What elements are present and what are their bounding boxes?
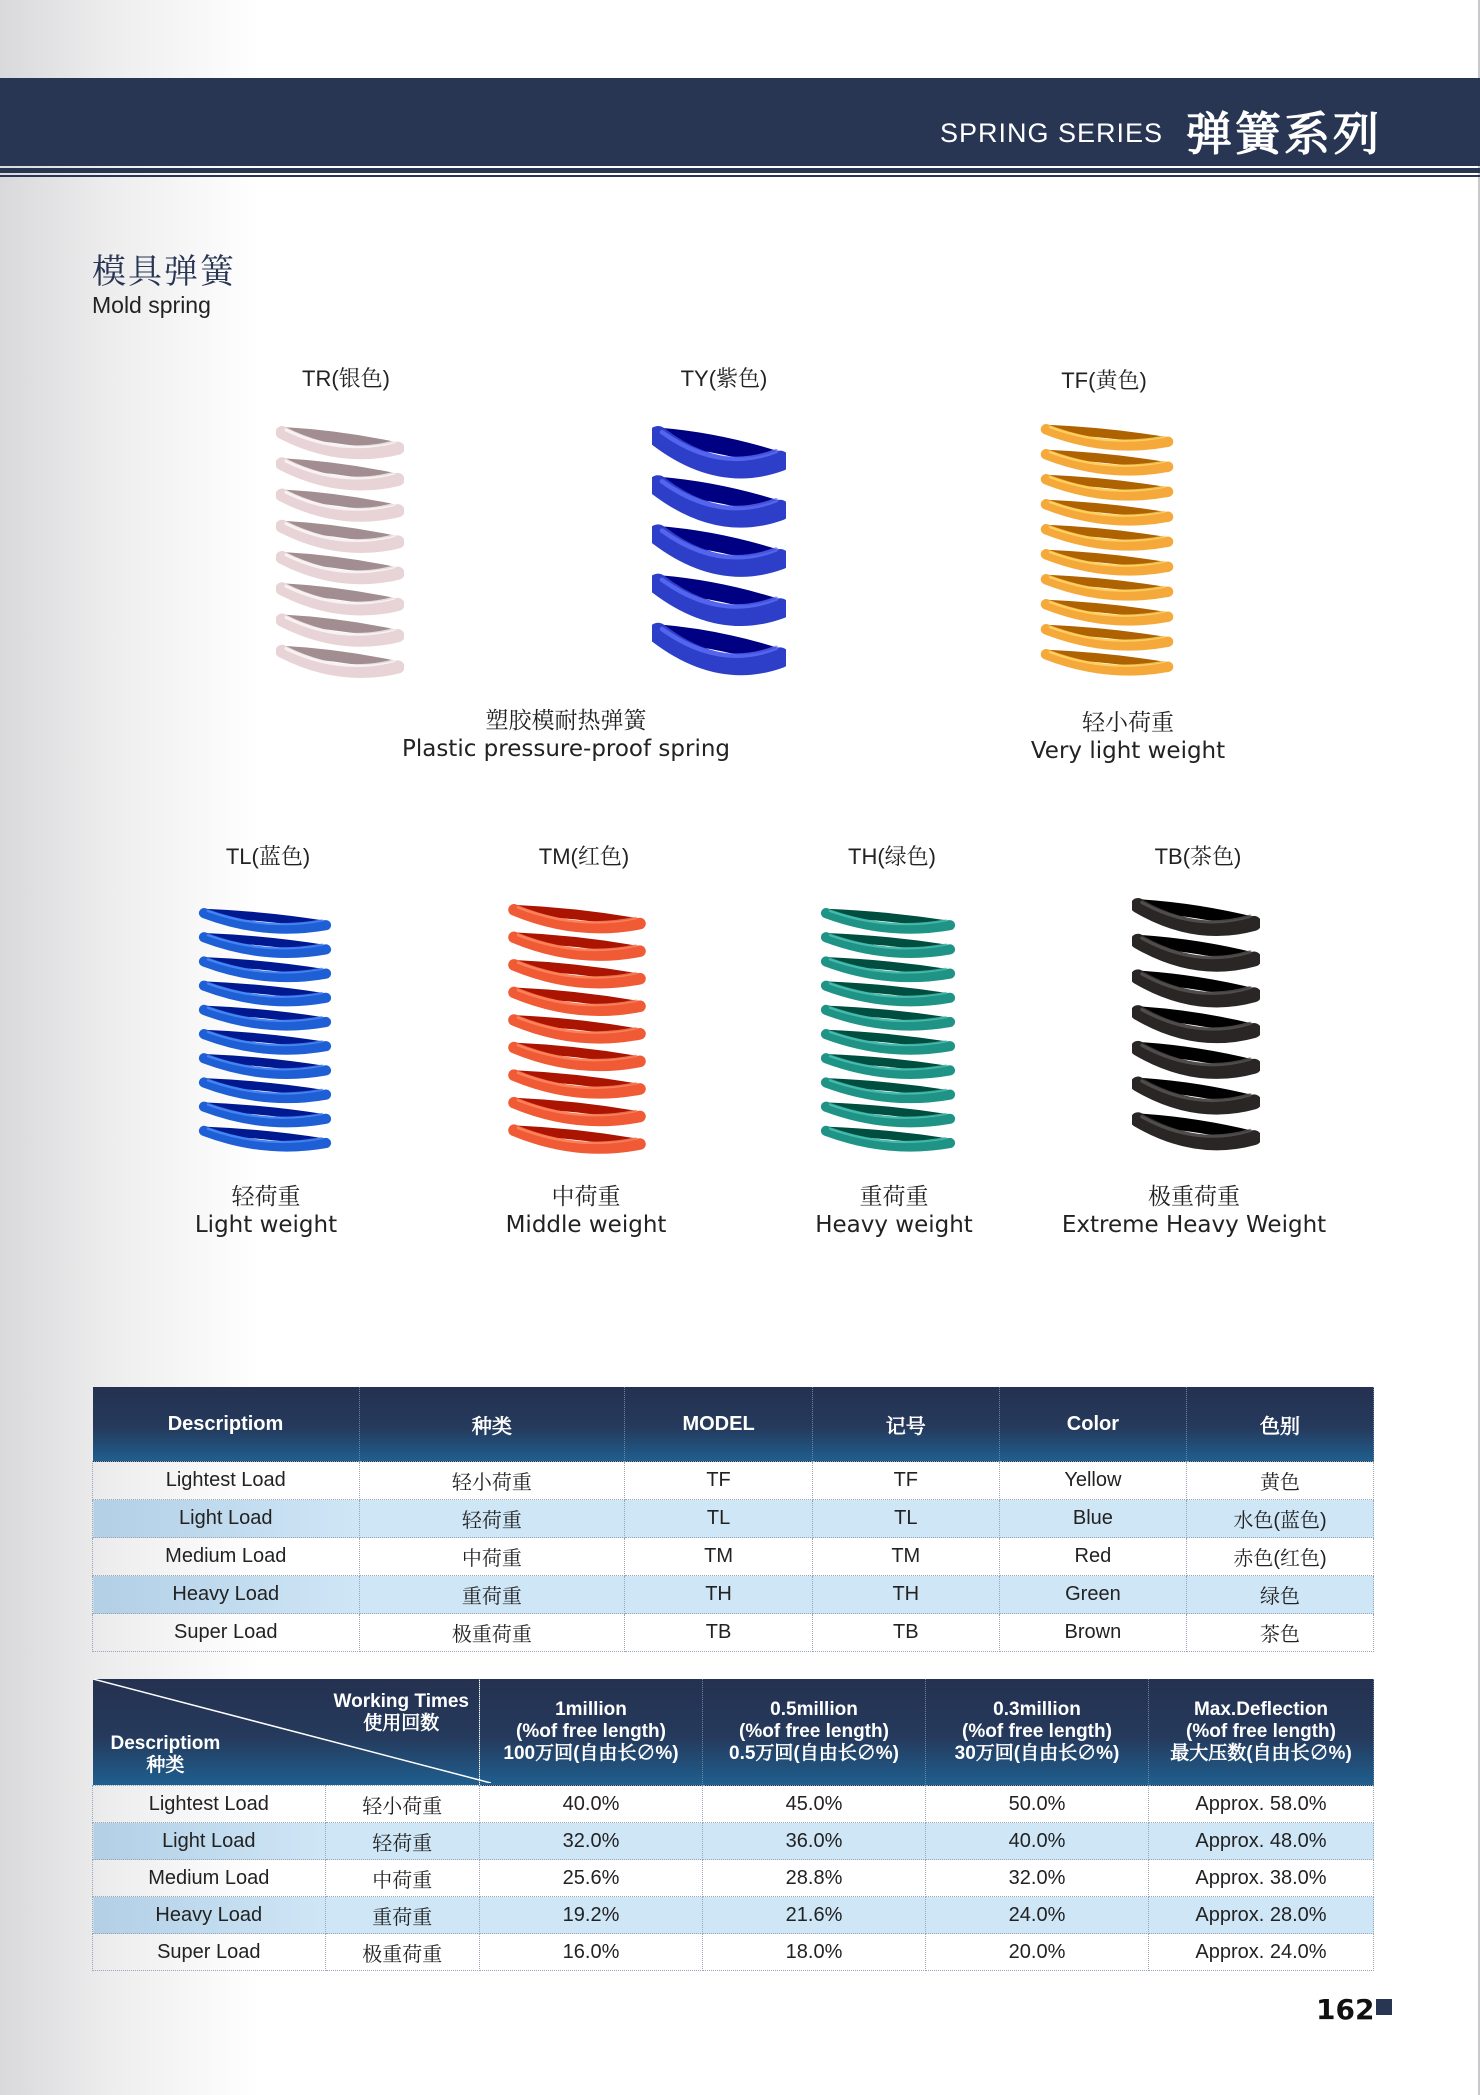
header-line: (%of free length) (739, 1721, 889, 1742)
section-title-cn: 模具弹簧 (92, 252, 236, 292)
caption-extreme-heavy (1062, 1183, 1326, 1239)
table-cell: 黄色 (1187, 1462, 1374, 1500)
header-line: 30万回(自由长∅%) (954, 1743, 1120, 1764)
table-cell: Brown (999, 1614, 1186, 1652)
caption-en: Plastic pressure-proof spring (401, 736, 731, 762)
table-row (93, 1538, 1374, 1576)
table-cell: Approx. 24.0% (1149, 1934, 1374, 1971)
table-cell: 36.0% (703, 1823, 926, 1860)
table-cell: 轻荷重 (359, 1500, 625, 1538)
table-row (93, 1500, 1374, 1538)
caption-middle (506, 1183, 667, 1239)
table-cell: TM (812, 1538, 999, 1576)
table-cell: TH (812, 1576, 999, 1614)
table-cell: 25.6% (480, 1860, 703, 1897)
table-cell: Yellow (999, 1462, 1186, 1500)
diag-header-top (334, 1691, 470, 1735)
table-cell: Approx. 38.0% (1149, 1860, 1374, 1897)
diag-bottom-en: Descriptiom (110, 1733, 221, 1754)
col-header-description: Descriptiom (93, 1387, 360, 1462)
spring-label-tl: TL(蓝色) (225, 844, 311, 869)
header-line: 最大压数(自由长∅%) (1170, 1743, 1352, 1764)
table-cell: 50.0% (926, 1786, 1149, 1823)
table-cell: Approx. 28.0% (1149, 1897, 1374, 1934)
header-line: 0.5万回(自由长∅%) (729, 1743, 899, 1764)
table-cell: 40.0% (926, 1823, 1149, 1860)
spring-label-tm: TM(红色) (538, 844, 630, 869)
table-cell: TF (812, 1462, 999, 1500)
table-cell: Light Load (93, 1823, 326, 1860)
table-body (93, 1786, 1374, 1971)
table-cell: 极重荷重 (325, 1934, 479, 1971)
col-header-color: Color (999, 1387, 1186, 1462)
spring-tl-image (198, 902, 332, 1156)
header-line: 100万回(自由长∅%) (503, 1743, 679, 1764)
col-header-0-5million (703, 1679, 926, 1786)
table-body (93, 1462, 1374, 1652)
table-cell: Approx. 58.0% (1149, 1786, 1374, 1823)
table-cell: 32.0% (926, 1860, 1149, 1897)
table-cell: 极重荷重 (359, 1614, 625, 1652)
caption-cn: 轻小荷重 (1082, 710, 1174, 736)
table-row (93, 1897, 1374, 1934)
caption-en: Middle weight (505, 1212, 667, 1238)
table-cell: Medium Load (93, 1538, 360, 1576)
table-cell: 重荷重 (325, 1897, 479, 1934)
spring-ty-image (652, 420, 786, 678)
table-cell: Lightest Load (93, 1462, 360, 1500)
header-line: (%of free length) (1186, 1721, 1336, 1742)
caption-heavy (815, 1183, 973, 1239)
table-cell: 轻小荷重 (325, 1786, 479, 1823)
table-cell: TL (812, 1500, 999, 1538)
header-line: 0.5million (770, 1699, 858, 1720)
table-cell: 24.0% (926, 1897, 1149, 1934)
col-header-color-cn: 色别 (1187, 1387, 1374, 1462)
col-header-mark-cn: 记号 (812, 1387, 999, 1462)
table-cell: 茶色 (1187, 1614, 1374, 1652)
spring-th-image (820, 902, 956, 1156)
caption-en: Heavy weight (815, 1212, 973, 1238)
caption-cn: 轻荷重 (231, 1184, 301, 1210)
table-cell: 水色(蓝色) (1187, 1500, 1374, 1538)
header-rule (0, 168, 1480, 173)
table-cell: 19.2% (480, 1897, 703, 1934)
caption-plastic-spring (402, 707, 730, 763)
caption-en: Light weight (194, 1212, 338, 1238)
table-cell: 中荷重 (325, 1860, 479, 1897)
section-title-en: Mold spring (92, 292, 211, 318)
table-row (93, 1614, 1374, 1652)
page-number: 162 (1316, 1993, 1375, 2026)
diag-top-cn: 使用回数 (363, 1713, 440, 1734)
table-cell: TL (625, 1500, 813, 1538)
spring-label-tr: TR(银色) (302, 366, 390, 391)
diag-bottom-cn: 种类 (146, 1755, 185, 1776)
diag-top-en: Working Times (333, 1691, 469, 1712)
table-cell: Light Load (93, 1500, 360, 1538)
caption-light (195, 1183, 337, 1239)
header-title-cn: 弹簧系列 (1186, 107, 1382, 161)
spring-label-ty: TY(紫色) (680, 366, 768, 391)
table-row (93, 1823, 1374, 1860)
table-cell: TB (625, 1614, 813, 1652)
table-cell: Medium Load (93, 1860, 326, 1897)
table-cell: 18.0% (703, 1934, 926, 1971)
table-row (93, 1786, 1374, 1823)
col-header-type-cn: 种类 (359, 1387, 625, 1462)
table-cell: TB (812, 1614, 999, 1652)
spring-tr-image (276, 420, 404, 682)
table-cell: Super Load (93, 1934, 326, 1971)
col-header-max-deflection (1149, 1679, 1374, 1786)
table-cell: TF (625, 1462, 813, 1500)
header-line: 0.3million (993, 1699, 1081, 1720)
table-row (93, 1934, 1374, 1971)
header-line: (%of free length) (516, 1721, 666, 1742)
table-cell: 赤色(红色) (1187, 1538, 1374, 1576)
table-row (93, 1462, 1374, 1500)
table-cell: Blue (999, 1500, 1186, 1538)
table-cell: 中荷重 (359, 1538, 625, 1576)
table-cell: 40.0% (480, 1786, 703, 1823)
table-cell: 28.8% (703, 1860, 926, 1897)
caption-cn: 重荷重 (859, 1184, 929, 1210)
table-cell: TH (625, 1576, 813, 1614)
caption-en: Very light weight (1030, 738, 1226, 764)
table-cell: Super Load (93, 1614, 360, 1652)
table-cell: 16.0% (480, 1934, 703, 1971)
working-times-table (92, 1679, 1374, 1971)
page-number-square (1376, 1999, 1392, 2015)
col-header-0-3million (926, 1679, 1149, 1786)
table-cell: Red (999, 1538, 1186, 1576)
header-rule-thin (0, 175, 1480, 177)
caption-cn: 中荷重 (551, 1184, 621, 1210)
table-cell: 绿色 (1187, 1576, 1374, 1614)
table-cell: 重荷重 (359, 1576, 625, 1614)
spring-color-table (92, 1387, 1374, 1652)
header-line: (%of free length) (962, 1721, 1112, 1742)
table-cell: 32.0% (480, 1823, 703, 1860)
table-cell: Heavy Load (93, 1576, 360, 1614)
table-cell: 20.0% (926, 1934, 1149, 1971)
table-cell: Approx. 48.0% (1149, 1823, 1374, 1860)
table-cell: Green (999, 1576, 1186, 1614)
diag-header-bottom (111, 1733, 221, 1777)
caption-en: Extreme Heavy Weight (1061, 1212, 1327, 1238)
table-header-row (93, 1679, 1374, 1786)
col-header-1million (480, 1679, 703, 1786)
caption-cn: 极重荷重 (1148, 1184, 1240, 1210)
table-cell: 45.0% (703, 1786, 926, 1823)
table-header-row (93, 1387, 1374, 1462)
spring-tf-image (1040, 418, 1174, 680)
table-cell: 轻荷重 (325, 1823, 479, 1860)
spring-tm-image (508, 898, 646, 1158)
table-cell: 21.6% (703, 1897, 926, 1934)
spring-label-tf: TF(黄色) (1061, 368, 1147, 393)
diagonal-header-cell (93, 1679, 480, 1786)
table-cell: 轻小荷重 (359, 1462, 625, 1500)
spring-label-tb: TB(茶色) (1154, 844, 1242, 869)
table-row (93, 1576, 1374, 1614)
header-line: Max.Deflection (1193, 1699, 1329, 1720)
caption-cn: 塑胶模耐热弹簧 (485, 708, 647, 734)
table-row (93, 1860, 1374, 1897)
spring-label-th: TH(绿色) (848, 844, 936, 869)
spring-tb-image (1132, 892, 1260, 1154)
table-cell: TM (625, 1538, 813, 1576)
header-title-en: SPRING SERIES (940, 118, 1164, 148)
col-header-model: MODEL (625, 1387, 813, 1462)
caption-very-light (1031, 709, 1225, 765)
table-cell: Heavy Load (93, 1897, 326, 1934)
header-line: 1million (555, 1699, 627, 1720)
table-cell: Lightest Load (93, 1786, 326, 1823)
